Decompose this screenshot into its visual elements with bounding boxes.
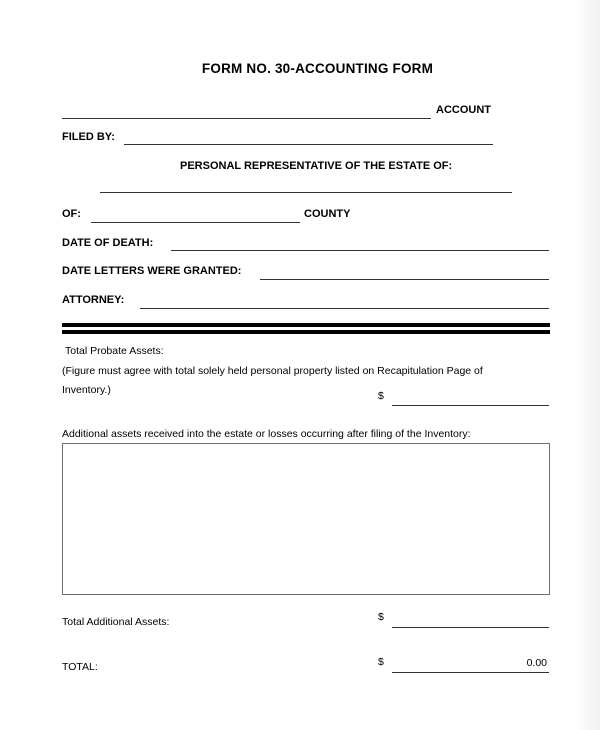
county-label: COUNTY (304, 208, 351, 220)
account-label: ACCOUNT (436, 104, 491, 116)
total-probate-assets-label: Total Probate Assets: (65, 345, 164, 357)
county-input-line[interactable] (91, 222, 300, 223)
probate-currency-symbol: $ (378, 390, 384, 402)
additional-currency-symbol: $ (378, 611, 384, 623)
estate-name-input-line[interactable] (100, 192, 512, 193)
probate-note-line-1: (Figure must agree with total solely held personal property listed on Recapitulation Page of (62, 365, 483, 377)
total-value[interactable]: 0.00 (526, 657, 547, 669)
account-input-line[interactable] (62, 118, 431, 119)
total-additional-assets-label: Total Additional Assets: (62, 616, 170, 628)
of-label: OF: (62, 208, 81, 220)
probate-note-line-2: Inventory.) (62, 384, 111, 396)
date-of-death-label: DATE OF DEATH: (62, 237, 154, 249)
filed-by-input-line[interactable] (124, 144, 493, 145)
additional-assets-textarea[interactable] (62, 443, 550, 595)
personal-representative-label: PERSONAL REPRESENTATIVE OF THE ESTATE OF: (180, 160, 453, 172)
page-edge-shadow (574, 0, 600, 730)
additional-assets-label: Additional assets received into the estate or losses occurring after filing of the Inventory: (62, 428, 471, 440)
total-currency-symbol: $ (378, 656, 384, 668)
total-label: TOTAL: (62, 661, 98, 673)
date-of-death-input-line[interactable] (171, 250, 549, 251)
attorney-label: ATTORNEY: (62, 294, 125, 306)
total-input-line[interactable] (392, 672, 549, 673)
total-probate-assets-input-line[interactable] (392, 405, 549, 406)
date-letters-granted-label: DATE LETTERS WERE GRANTED: (62, 265, 242, 277)
attorney-input-line[interactable] (140, 308, 549, 309)
section-divider-top (62, 323, 550, 327)
date-letters-granted-input-line[interactable] (260, 279, 549, 280)
total-additional-assets-input-line[interactable] (392, 627, 549, 628)
form-title: FORM NO. 30-ACCOUNTING FORM (201, 61, 434, 76)
filed-by-label: FILED BY: (62, 131, 115, 143)
section-divider-bottom (62, 330, 550, 334)
